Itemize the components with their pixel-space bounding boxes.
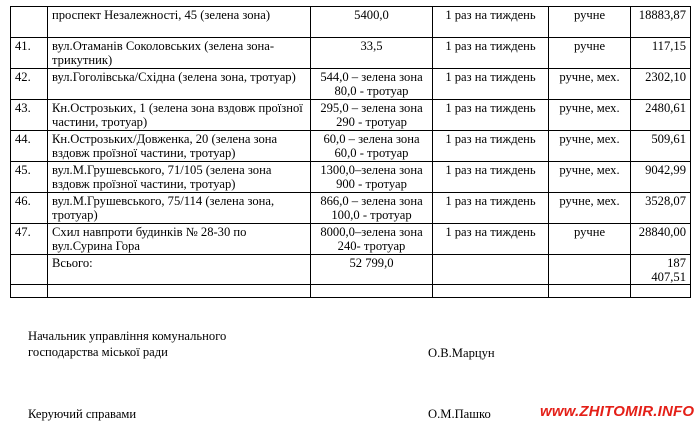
table-row — [11, 100, 691, 131]
row-number: 45. — [11, 162, 48, 193]
row-address: вул.Отаманів Соколовських (зелена зона-трикутник) — [48, 38, 311, 69]
row-area: 5400,0 — [311, 7, 433, 38]
table-row — [11, 69, 691, 100]
head-name: О.В.Марцун — [428, 346, 495, 360]
row-cost: 117,15 — [631, 38, 691, 69]
row-frequency: 1 раз на тиждень — [433, 224, 549, 255]
row-method: ручне, мех. — [549, 162, 631, 193]
row-frequency: 1 раз на тиждень — [433, 38, 549, 69]
row-number — [11, 7, 48, 38]
row-method: ручне — [549, 38, 631, 69]
row-method: ручне — [549, 224, 631, 255]
row-cost: 18883,87 — [631, 7, 691, 38]
row-address: Кн.Острозьких, 1 (зелена зона вздовж проїзної частини, тротуар) — [48, 100, 311, 131]
total-cost: 187 407,51 — [631, 255, 691, 285]
total-method-cell — [549, 255, 631, 285]
row-cost: 2480,61 — [631, 100, 691, 131]
table-row — [11, 7, 691, 38]
row-area: 866,0 – зелена зона 100,0 - тротуар — [311, 193, 433, 224]
site-watermark: www.ZHITOMIR.INFO — [540, 403, 695, 420]
blank-cell — [311, 285, 433, 298]
row-address: вул.М.Грушевського, 75/114 (зелена зона, тротуар) — [48, 193, 311, 224]
table-row — [11, 38, 691, 69]
row-number: 42. — [11, 69, 48, 100]
row-method: ручне, мех. — [549, 100, 631, 131]
row-address: проспект Незалежності, 45 (зелена зона) — [48, 7, 311, 38]
manager-title: Керуючий справами — [28, 407, 137, 421]
table-row — [11, 162, 691, 193]
blank-cell — [48, 285, 311, 298]
row-cost: 509,61 — [631, 131, 691, 162]
row-frequency: 1 раз на тиждень — [433, 100, 549, 131]
total-number-cell — [11, 255, 48, 285]
row-frequency: 1 раз на тиждень — [433, 69, 549, 100]
row-method: ручне, мех. — [549, 193, 631, 224]
row-cost: 9042,99 — [631, 162, 691, 193]
row-area: 544,0 – зелена зона 80,0 - тротуар — [311, 69, 433, 100]
table-row-blank — [11, 285, 691, 298]
row-number: 44. — [11, 131, 48, 162]
row-cost: 2302,10 — [631, 69, 691, 100]
row-frequency: 1 раз на тиждень — [433, 193, 549, 224]
row-address: Схил навпроти будинків № 28-30 по вул.Сурина Гора — [48, 224, 311, 255]
row-cost: 3528,07 — [631, 193, 691, 224]
head-title-line2: господарства міської ради — [28, 345, 168, 359]
blank-cell — [631, 285, 691, 298]
head-title-line1: Начальник управління комунального — [28, 329, 227, 343]
works-table — [10, 6, 691, 298]
total-row — [11, 255, 691, 285]
row-frequency: 1 раз на тиждень — [433, 162, 549, 193]
row-area: 33,5 — [311, 38, 433, 69]
row-frequency: 1 раз на тиждень — [433, 131, 549, 162]
blank-cell — [549, 285, 631, 298]
row-area: 295,0 – зелена зона 290 - тротуар — [311, 100, 433, 131]
total-label: Всього: — [48, 255, 311, 285]
row-number: 46. — [11, 193, 48, 224]
row-frequency: 1 раз на тиждень — [433, 7, 549, 38]
row-address: Кн.Острозьких/Довженка, 20 (зелена зона вздовж проїзної частини, тротуар) — [48, 131, 311, 162]
row-area: 60,0 – зелена зона 60,0 - тротуар — [311, 131, 433, 162]
row-number: 41. — [11, 38, 48, 69]
table-row — [11, 193, 691, 224]
table-row — [11, 131, 691, 162]
row-method: ручне, мех. — [549, 69, 631, 100]
row-area: 8000,0–зелена зона 240- тротуар — [311, 224, 433, 255]
row-method: ручне — [549, 7, 631, 38]
total-area: 52 799,0 — [311, 255, 433, 285]
head-title — [28, 328, 226, 360]
row-address: вул.М.Грушевського, 71/105 (зелена зона вздовж проїзної частини, тротуар) — [48, 162, 311, 193]
blank-cell — [433, 285, 549, 298]
blank-cell — [11, 285, 48, 298]
row-number: 47. — [11, 224, 48, 255]
row-method: ручне, мех. — [549, 131, 631, 162]
row-cost: 28840,00 — [631, 224, 691, 255]
total-frequency-cell — [433, 255, 549, 285]
row-address: вул.Гоголівська/Східна (зелена зона, тротуар) — [48, 69, 311, 100]
row-number: 43. — [11, 100, 48, 131]
row-area: 1300,0–зелена зона 900 - тротуар — [311, 162, 433, 193]
table-row — [11, 224, 691, 255]
manager-name: О.М.Пашко — [428, 407, 491, 421]
